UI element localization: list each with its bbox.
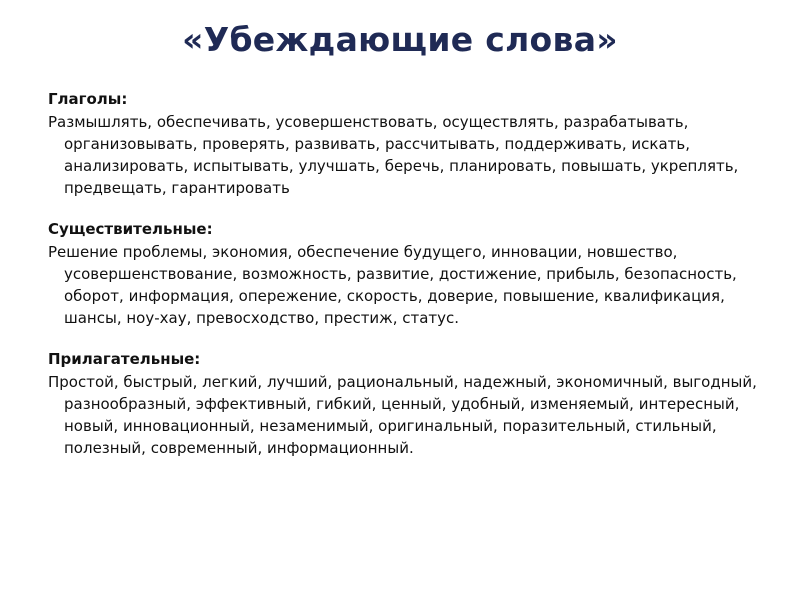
- section-verbs: [48, 88, 768, 199]
- section-heading-verbs: Глаголы:: [48, 90, 128, 108]
- section-heading-nouns: Существительные:: [48, 220, 213, 238]
- section-adjectives: [48, 348, 768, 459]
- slide-content: [48, 88, 768, 478]
- section-text-verbs: Размышлять, обеспечивать, усовершенствовать, осуществлять, разрабатывать, организовывать, проверять, развивать, рассчитывать, поддерживать, искать, анализировать, испытывать, улучшать, беречь, планировать, повышать, укреплять, предвещать, гарантировать: [48, 113, 739, 197]
- section-heading-adjectives: Прилагательные:: [48, 350, 201, 368]
- section-text-nouns: Решение проблемы, экономия, обеспечение будущего, инновации, новшество, усовершенствование, возможность, развитие, достижение, прибыль, безопасность, оборот, информация, опережение, скорость, доверие, повышение, квалификация, шансы, ноу-хау, превосходство, престиж, статус.: [48, 243, 737, 327]
- section-nouns: [48, 218, 768, 329]
- slide-title: «Убеждающие слова»: [182, 20, 618, 59]
- section-text-adjectives: Простой, быстрый, легкий, лучший, рациональный, надежный, экономичный, выгодный, разнообразный, эффективный, гибкий, ценный, удобный, изменяемый, интересный, новый, инновационный, незаменимый, оригинальный, поразительный, стильный, полезный, современный, информационный.: [48, 373, 757, 457]
